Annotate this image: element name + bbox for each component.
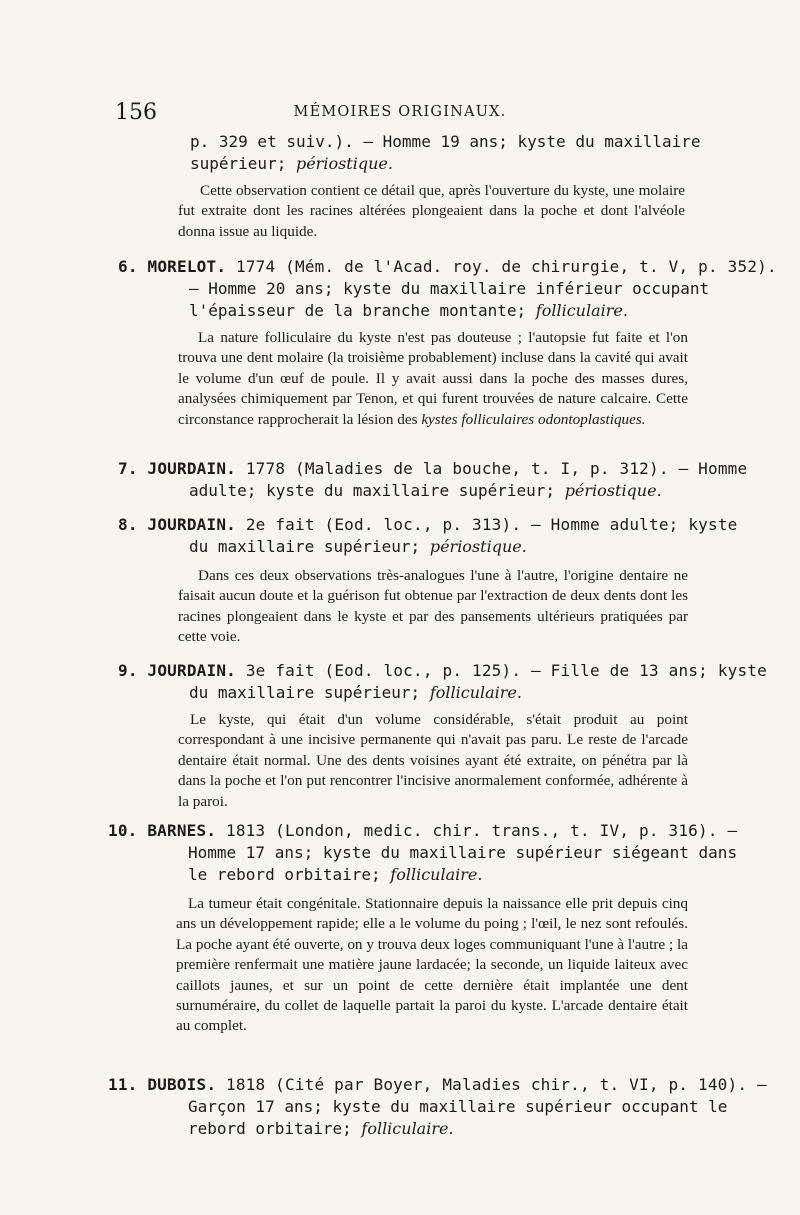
entry-author: MORELOT.	[147, 257, 227, 276]
intro-block	[0, 131, 800, 242]
entry-line: Garçon 17 ans; kyste du maxillaire supérieur occupant le	[188, 1097, 728, 1116]
entry-line: Homme 17 ans; kyste du maxillaire supérieur siégeant dans	[188, 843, 738, 862]
entry-heading: 6. MORELOT. 1774 (Mém. de l'Acad. roy. de chirurgie, t. V, p. 352).	[118, 257, 777, 276]
classification: périostique.	[295, 154, 393, 173]
classification: périostique.	[564, 481, 662, 500]
classification: périostique.	[429, 537, 527, 556]
entry-8	[0, 514, 800, 648]
intro-line: supérieur; périostique.	[190, 154, 393, 173]
entry-9	[0, 660, 800, 812]
entry-author: JOURDAIN.	[147, 515, 237, 534]
entry-author: JOURDAIN.	[147, 661, 237, 680]
entry-number: 9.	[118, 661, 138, 680]
entry-number: 11.	[108, 1075, 138, 1094]
entry-heading: 9. JOURDAIN. 3e fait (Eod. loc., p. 125). — Fille de 13 ans; kyste	[118, 661, 767, 680]
classification: folliculaire.	[535, 301, 628, 320]
entry-number: 7.	[118, 459, 138, 478]
intro-line: p. 329 et suiv.). — Homme 19 ans; kyste du maxillaire	[190, 132, 701, 151]
classification: folliculaire.	[429, 683, 522, 702]
entry-number: 6.	[118, 257, 138, 276]
observation-note: Dans ces deux observations très-analogues l'une à l'autre, l'origine dentaire ne faisait aucun doute et la guérison fut obtenue par l'extraction de deux dents dont les racines plongeaient dans le kyste et par des pansements ultérieurs pratiquées par cette voie.	[178, 567, 688, 646]
entry-line: adulte; kyste du maxillaire supérieur; périostique.	[189, 481, 662, 500]
entry-number: 8.	[118, 515, 138, 534]
entry-line: — Homme 20 ans; kyste du maxillaire inférieur occupant	[189, 279, 710, 298]
entry-7	[0, 458, 800, 502]
entry-6	[0, 256, 800, 430]
page-number: 156	[115, 100, 157, 125]
classification: folliculaire.	[390, 865, 483, 884]
running-title: MÉMOIRES ORIGINAUX.	[293, 104, 507, 120]
entry-line: l'épaisseur de la branche montante; folliculaire.	[189, 301, 628, 320]
classification: folliculaire.	[361, 1119, 454, 1138]
entry-heading: 8. JOURDAIN. 2e fait (Eod. loc., p. 313). — Homme adulte; kyste	[118, 515, 738, 534]
entry-number: 10.	[108, 821, 138, 840]
entry-author: JOURDAIN.	[147, 459, 237, 478]
entry-author: DUBOIS.	[147, 1075, 217, 1094]
running-head	[115, 100, 685, 130]
entry-heading: 7. JOURDAIN. 1778 (Maladies de la bouche, t. I, p. 312). — Homme	[118, 459, 748, 478]
entry-author: BARNES.	[147, 821, 217, 840]
entry-11	[0, 1074, 800, 1140]
entry-heading: 10. BARNES. 1813 (London, medic. chir. trans., t. IV, p. 316). —	[108, 821, 738, 840]
observation-note: Le kyste, qui était d'un volume considérable, s'était produit au point correspondant à une incisive permanente qui n'avait pas paru. Le reste de l'arcade dentaire était normal. Une des dents voisines ayant été extraite, on pénétra par là dans la poche et l'on put rencontrer l'incisive anormalement conformée, adhérente à la paroi.	[178, 711, 688, 810]
observation-note: Cette observation contient ce détail que, après l'ouverture du kyste, une molaire fut extraite dont les racines altérées plongeaient dans la poche et dont l'alvéole donna issue au liquide.	[178, 182, 685, 240]
entry-line: du maxillaire supérieur; folliculaire.	[189, 683, 522, 702]
entry-line: du maxillaire supérieur; périostique.	[189, 537, 527, 556]
entry-line: le rebord orbitaire; folliculaire.	[188, 865, 483, 884]
entry-10	[0, 820, 800, 1037]
observation-note: La nature folliculaire du kyste n'est pas douteuse ; l'autopsie fut faite et l'on trouva une dent molaire (la troisième probablement) incluse dans la cavité qui avait le volume d'un œuf de poule. Il y avait aussi dans la poche des masses dures, analysées chimiquement par Tenon, et qui furent trouvées de nature calcaire. Cette circonstance rapprocherait la lésion des kystes folliculaires odontoplastiques.	[178, 329, 688, 428]
entry-heading: 11. DUBOIS. 1818 (Cité par Boyer, Maladies chir., t. VI, p. 140). —	[108, 1075, 767, 1094]
entry-line: rebord orbitaire; folliculaire.	[188, 1119, 454, 1138]
observation-note: La tumeur était congénitale. Stationnaire depuis la naissance elle prit depuis cinq ans un développement rapide; elle a le volume du poing ; l'œil, le nez sont refoulés. La poche ayant été ouverte, on y trouva deux loges communiquant l'une à l'autre ; la première renfermait une matière jaune lardacée; la seconde, un liquide laiteux avec caillots jaunes, et sur un point de cette dernière était implantée une dent surnuméraire, du collet de laquelle partait la paroi du kyste. L'arcade dentaire était au complet.	[176, 895, 688, 1035]
